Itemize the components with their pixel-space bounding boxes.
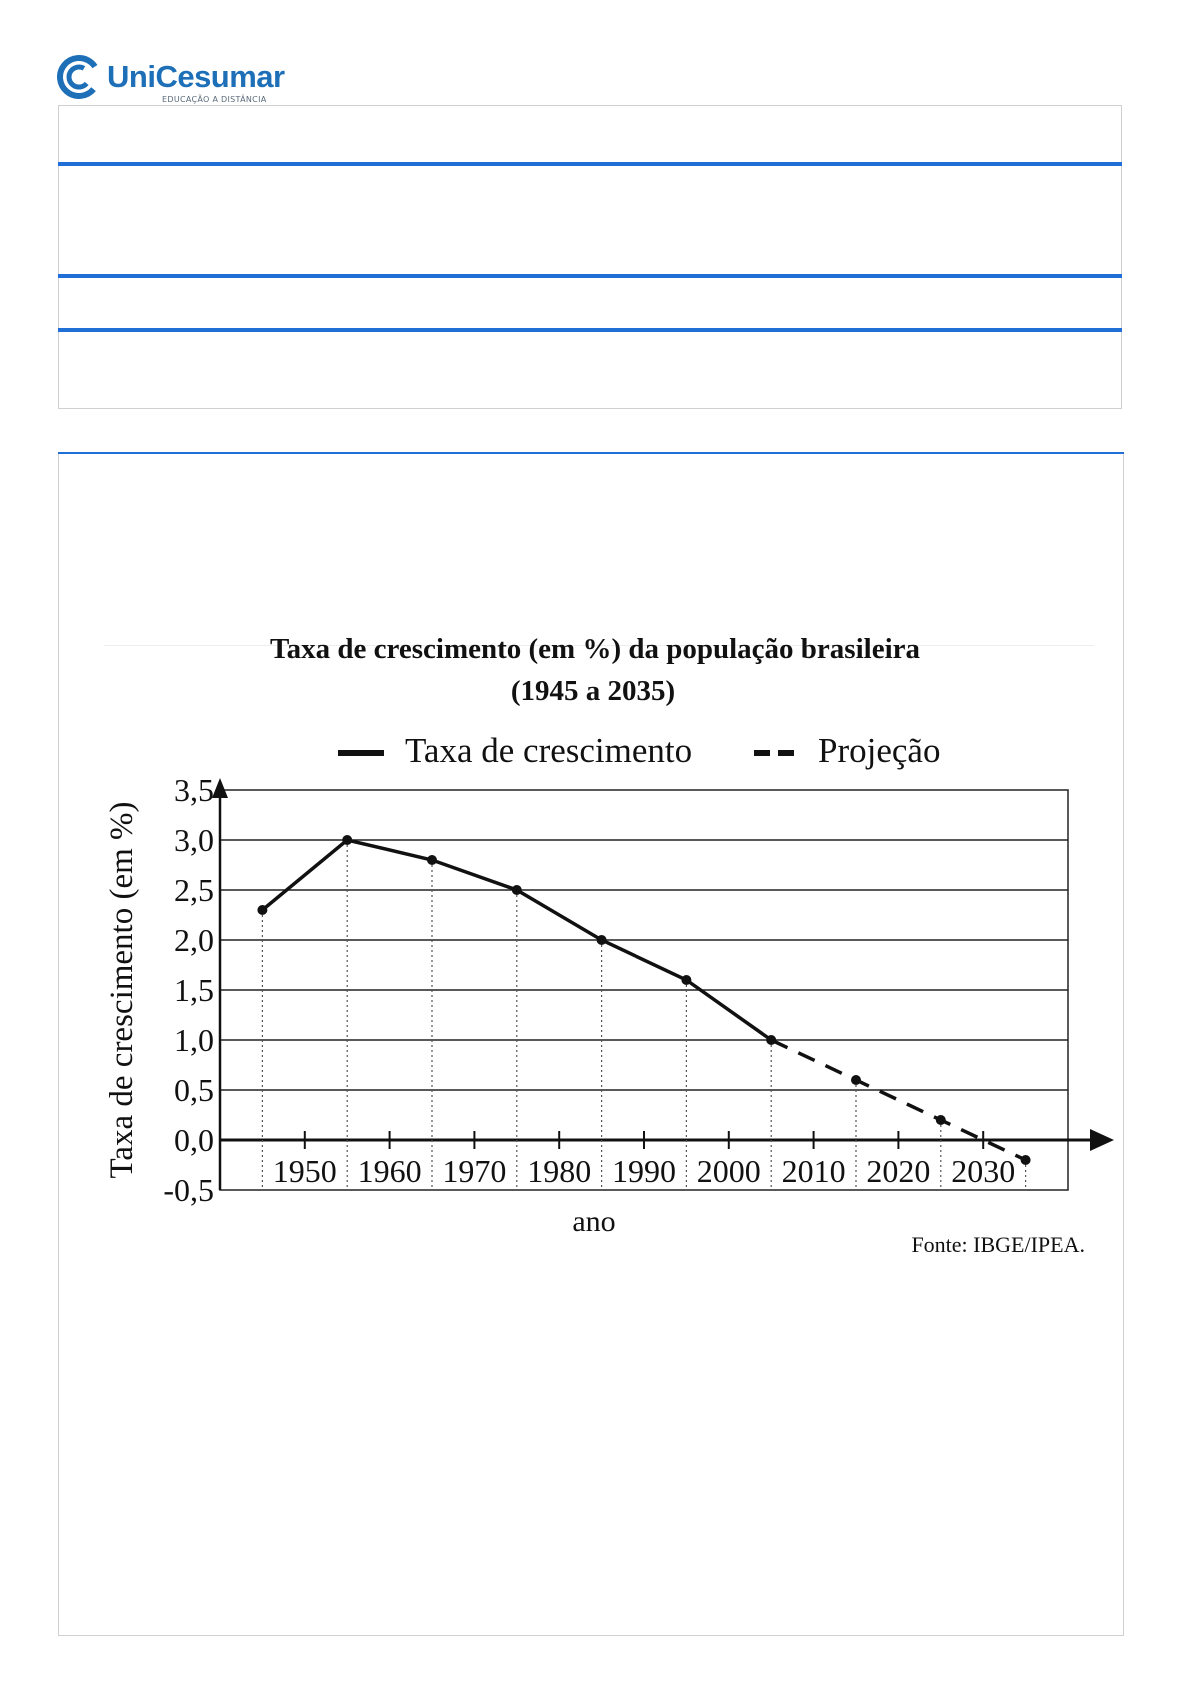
legend-label-taxa: Taxa de crescimento xyxy=(405,731,693,770)
x-tick-label: 2020 xyxy=(866,1153,931,1189)
x-axis-arrow xyxy=(1090,1129,1114,1151)
y-tick-label: -0,5 xyxy=(163,1172,214,1208)
y-tick-label: 3,5 xyxy=(174,772,214,808)
plot-area xyxy=(163,772,1114,1208)
x-tick-label: 2030 xyxy=(951,1153,1016,1189)
x-tick-label: 1980 xyxy=(527,1153,592,1189)
data-point-projecao xyxy=(851,1075,861,1085)
logo-tagline: EDUCAÇÃO A DISTÂNCIA xyxy=(162,95,267,104)
chart-subtitle: (1945 a 2035) xyxy=(510,675,676,707)
legend-solid-swatch xyxy=(338,750,384,756)
logo-wordmark-uni: Uni xyxy=(107,59,156,94)
x-tick-label: 1970 xyxy=(442,1153,507,1189)
legend-dash-swatch-1 xyxy=(754,750,770,756)
x-tick-label: 2000 xyxy=(696,1153,761,1189)
y-tick-label: 0,0 xyxy=(174,1122,214,1158)
data-point-taxa xyxy=(597,935,607,945)
x-tick-label: 1960 xyxy=(357,1153,422,1189)
x-tick-label: 1990 xyxy=(612,1153,676,1189)
x-tick-label: 2010 xyxy=(781,1153,846,1189)
y-tick-label: 2,5 xyxy=(174,872,214,908)
x-axis-label: ano xyxy=(572,1205,616,1238)
data-point-taxa xyxy=(766,1035,776,1045)
chart-legend xyxy=(338,731,940,770)
y-tick-label: 1,5 xyxy=(174,972,214,1008)
y-tick-label: 0,5 xyxy=(174,1072,214,1108)
data-point-taxa xyxy=(512,885,522,895)
y-tick-label: 3,0 xyxy=(174,822,214,858)
data-point-taxa xyxy=(427,855,437,865)
chart-source: Fonte: IBGE/IPEA. xyxy=(911,1232,1085,1257)
data-point-projecao xyxy=(1021,1155,1031,1165)
data-point-taxa xyxy=(681,975,691,985)
y-tick-label: 1,0 xyxy=(174,1022,214,1058)
data-point-taxa xyxy=(342,835,352,845)
y-axis-arrow xyxy=(212,778,228,798)
x-tick-label: 1950 xyxy=(272,1153,337,1189)
legend-label-projecao: Projeção xyxy=(818,731,941,770)
y-axis-label: Taxa de crescimento (em %) xyxy=(104,801,140,1179)
data-point-taxa xyxy=(257,905,267,915)
chart-title: Taxa de crescimento (em %) da população brasileira xyxy=(269,633,921,665)
y-tick-label: 2,0 xyxy=(174,922,214,958)
legend-dash-swatch-2 xyxy=(778,750,794,756)
data-point-projecao xyxy=(936,1115,946,1125)
logo-wordmark-cesumar: Cesumar xyxy=(155,59,285,94)
